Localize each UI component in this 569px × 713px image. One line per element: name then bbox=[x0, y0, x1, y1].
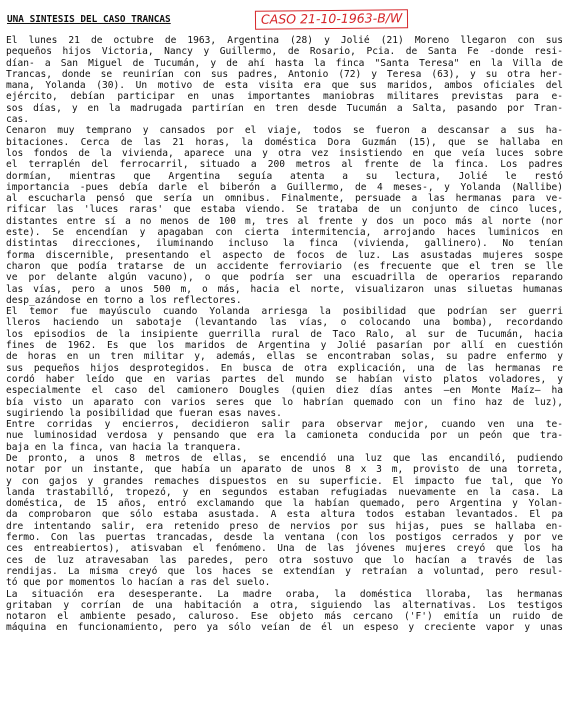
text-line: fines de 1962. Es que los maridos de Argentina y Jolié pasarían por allí en cuestión bbox=[6, 340, 563, 352]
text-line: el terraplén del ferrocarril, situado a 200 metros al frente de la finca. Los padres bbox=[6, 159, 563, 171]
text-line: Trancas, donde se reunirían con sus padres, Antonio (72) y Teresa (63), y su otra her- bbox=[6, 68, 563, 80]
text-line: desp_azándose en torno a los reflectores. bbox=[6, 294, 242, 306]
text-line: tó que por momentos lo hacían a ras del suelo. bbox=[6, 577, 271, 589]
text-line: notar por un instante, que había un aparato de unos 8 x 3 m, provisto de una torreta, bbox=[6, 464, 563, 476]
text-line: Entre corridas y encierros, decidieron salir para observar mejor, cuando ven una te- bbox=[6, 419, 563, 431]
text-line: cordó haber leído que en varias partes del mundo se habían visto platos voladores, y bbox=[6, 373, 563, 385]
text-line: sugiriendo la posibilidad que fueran esas naves. bbox=[6, 407, 282, 419]
text-line: dre intentando salir, era retenido preso de nervios por sus hijas, pues se hallaba en- bbox=[6, 520, 563, 532]
text-line: dormían, mientras que Argentina seguía atenta a su lectura, Jolié le restó bbox=[6, 170, 563, 182]
text-line: lleros haciendo un sabotaje (levantando las vías, o colocando una bomba), recordando bbox=[6, 317, 563, 329]
text-line: fermo. Con las puertas trancadas, desde la ventana (con los postigos cerrados y por ve bbox=[6, 532, 563, 544]
text-line: ces de luz atravesaban las paredes, pero otra sostuvo que lo hacían a través de las bbox=[6, 554, 563, 566]
text-line: baja en la finca, van hacia la tranquera. bbox=[6, 441, 242, 453]
case-stamp: CASO 21-10-1963-B/W bbox=[255, 9, 408, 30]
text-line: ve por delante algún vacuno), o que podría ser una escuadrilla de operarios reparando bbox=[6, 272, 563, 284]
text-line: gritaban y corrían de una habitación a otra, siguiendo las alternativas. Los testigos bbox=[6, 599, 563, 611]
text-line: doméstica, de 15 años, entró exclamando que la habían quemado, pero Argentina y Yolan- bbox=[6, 498, 563, 510]
text-line: los fondos de la vivienda, aparece una y otra vez insistiendo en que veía luces sobre bbox=[6, 147, 563, 159]
text-line: De pronto, a unos 8 metros de ellas, se encendió una luz que las encandiló, pudiendo bbox=[6, 452, 563, 464]
text-line: dían- a San Miguel de Tucumán, y de ahí hasta la finca "Santa Teresa" en la Villa de bbox=[6, 57, 563, 69]
text-line: El lunes 21 de octubre de 1963, Argentina (28) y Jolié (21) Moreno llegaron con sus bbox=[6, 35, 563, 46]
text-line: máquina en funcionamiento, pero ya sólo veían de él un espeso y creciente vapor y unas bbox=[6, 622, 563, 634]
text-line: nue luminosidad verdosa y pensando que era la camioneta conducida por un peón que tra- bbox=[6, 430, 563, 442]
text-line: sus pequeños hijos desprotegidos. En busca de otra explicación, una de las hermanas re bbox=[6, 362, 563, 374]
text-line: los episodios de la insipiente guerrilla rural de Taco Ralo, al sur de Tucumán, hacia bbox=[6, 328, 563, 340]
text-line: y con gajos y grandes remaches dispuestos en su superficie. El impacto fue tal, que Yo bbox=[6, 475, 563, 487]
text-line: charon que podía tratarse de un accidente ferroviario (es frecuente que el tren se lle bbox=[6, 260, 563, 272]
text-line: al escucharla pensó que sería un omnibus. Finalmente, persuade a las hermanas para ve- bbox=[6, 193, 563, 205]
text-line: importancia -pues debía darle el biberón a Guillermo, de 4 meses-, y Yolanda (Nallibe) bbox=[6, 181, 563, 193]
text-line: bitaciones. Cerca de las 21 horas, la doméstica Dora Guzmán (15), que se hallaba en bbox=[6, 136, 563, 148]
text-line: mana, Yolanda (30). Un motivo de esta visita era que sus maridos, ambos oficiales del bbox=[6, 80, 563, 92]
document-title: UNA SINTESIS DEL CASO TRANCAS bbox=[7, 14, 171, 25]
text-line: rendijas. La misma creyó que los haces se extendían y retraían a voluntad, pero resul- bbox=[6, 565, 563, 577]
text-line: especialmente el caso del camionero Dougles (quien diez días antes —en Monte Maíz— ha bbox=[6, 385, 563, 397]
text-line: este). Se encendían y apagaban con cierta intermitencia, arrojando haces luminicos en bbox=[6, 227, 563, 239]
text-line: las vías, pero a unos 500 m, o más, hacia el norte, visualizaron unas siluetas humanas bbox=[6, 283, 563, 295]
text-line: da comprobaron que sólo estaba asustada. A esta altura todos estaban levantados. El pa bbox=[6, 509, 563, 521]
text-line: de horas en un tren militar y, además, ellas se encontraban solas, su padre enfermo y bbox=[6, 351, 563, 363]
text-line: ces entreabiertos), atisvaban el fenómeno. Una de las jóvenes mujeres creyó que los ha bbox=[6, 543, 563, 555]
text-line: Cenaron muy temprano y cansados por el viaje, todos se fueron a descansar a sus ha- bbox=[6, 125, 563, 137]
text-line: ejército, debían participar en unas importantes maniobras militares previstas para e- bbox=[6, 91, 563, 103]
text-line: distantes entre sí a no menos de 100 m, tres al frente y dos un poco más al norte (nor bbox=[6, 215, 563, 227]
text-line: pequeños hijos Victoria, Nancy y Guillermo, de Rosario, Pcia. de Santa Fe -donde resi- bbox=[6, 46, 563, 58]
text-line: bía visto un aparato con varios seres que lo habrían quemado con un fino haz de luz), bbox=[6, 396, 563, 408]
text-line: El temor fue mayúsculo cuando Yolanda arriesga la posibilidad que podrían ser guerri bbox=[6, 306, 563, 318]
text-line: landa trastabilló, tropezó, y en segundos estaban refugiadas nuevamente en la casa. La bbox=[6, 486, 563, 498]
text-line: forma discernible, presentando el aspecto de focos de luz. Las asustadas mujeres sospe bbox=[6, 249, 563, 261]
text-line: cas. bbox=[6, 114, 29, 126]
text-line: rificar las 'luces raras' que estaba viendo. Se trataba de un conjunto de cinco luces, bbox=[6, 204, 563, 216]
text-line: sos días, y en la madrugada partirían en tren desde Tucumán a Salta, pasando por Tran- bbox=[6, 102, 563, 114]
text-line: notaron el ambiente pesado, caluroso. Ese objeto más cercano ('F') emitía un ruido de bbox=[6, 611, 563, 623]
text-line: distintas direcciones, iluminando incluso la finca (vivienda, gallinero). No tenían bbox=[6, 238, 563, 250]
text-line: La situación era desesperante. La madre oraba, la doméstica lloraba, las hermanas bbox=[6, 588, 563, 600]
document-body bbox=[6, 35, 563, 634]
